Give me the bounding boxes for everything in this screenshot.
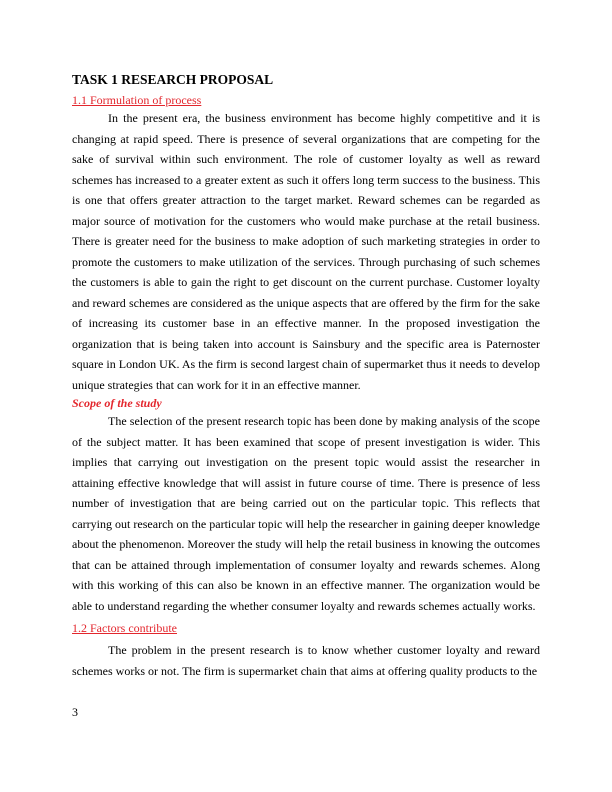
- page-number: 3: [72, 705, 78, 719]
- section-heading-scope: Scope of the study: [72, 396, 162, 410]
- page-content: [72, 72, 540, 681]
- page-title: TASK 1 RESEARCH PROPOSAL: [72, 72, 274, 87]
- paragraph-factors: The problem in the present research is to know whether customer loyalty and reward schemes works or not. The firm is supermarket chain that aims at offering quality products to the: [72, 643, 540, 678]
- paragraph-scope: The selection of the present research topic has been done by making analysis of the scope of the subject matter. It has been examined that scope of present investigation is wider. This implies that carrying out investigation on the present topic would assist the researcher in attaining effective knowledge that will assist in future course of time. There is presence of less number of investigation that are being carried out on the particular topic. This reflects that carrying out research on the particular topic will help the researcher in gaining deeper knowledge about the phenomenon. Moreover the study will help the retail business in knowing the outcomes that can be attained through implementation of consumer loyalty and rewards schemes. Along with this working of this can also be known in an effective manner. The organization would be able to understand regarding the whether consumer loyalty and rewards schemes actually works.: [72, 414, 540, 613]
- section-heading-factors: 1.2 Factors contribute: [72, 621, 177, 635]
- section-heading-formulation: 1.1 Formulation of process: [72, 93, 202, 107]
- paragraph-formulation: In the present era, the business environment has become highly competitive and it is changing at rapid speed. There is presence of several organizations that are competing for the sake of survival within such environment. The role of customer loyalty as well as reward schemes has increased to a greater extent as such it offers long term success to the business. This is one that offers greater attraction to the target market. Reward schemes can be regarded as major source of motivation for the customers who would make purchase at the retail business. There is greater need for the business to make adoption of such marketing strategies in order to promote the customers to make utilization of the services. Through purchasing of such schemes the customers is able to gain the right to get discount on the current purchase. Customer loyalty and reward schemes are considered as the unique aspects that are offered by the firm for the sake of increasing its customer base in an effective manner. In the proposed investigation the organization that is being taken into account is Sainsbury and the specific area is Paternoster square in London UK. As the firm is second largest chain of supermarket thus it needs to develop unique strategies that can work for it in an effective manner.: [72, 111, 540, 392]
